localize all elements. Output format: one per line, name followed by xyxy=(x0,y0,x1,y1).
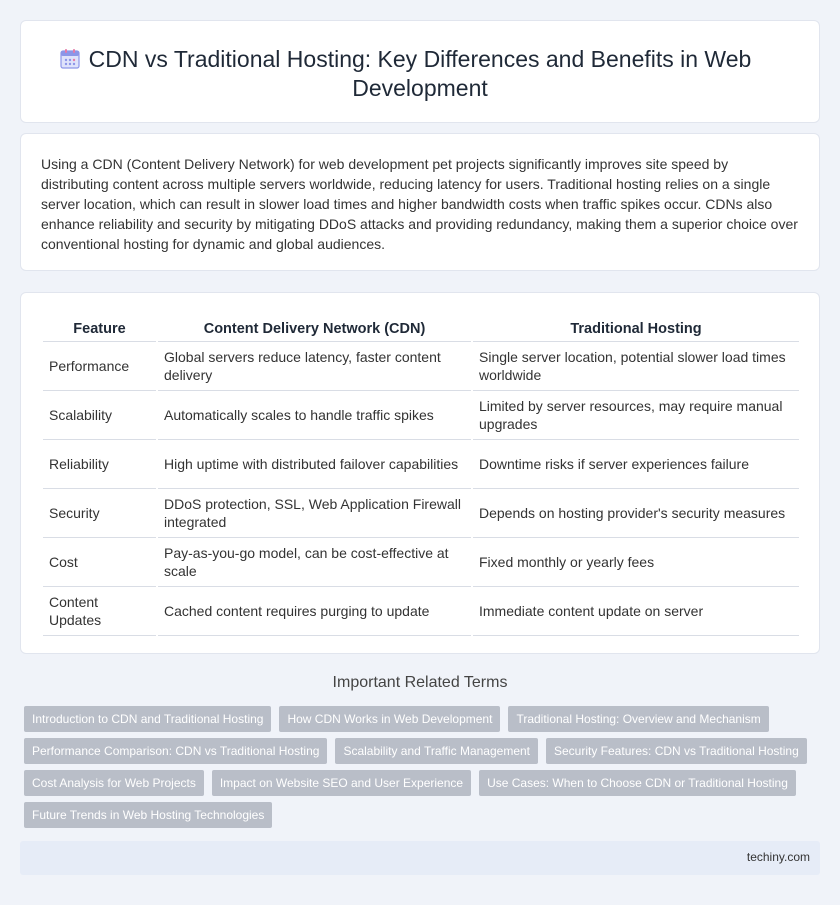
intro-card xyxy=(20,133,820,271)
related-term-tag[interactable]: Introduction to CDN and Traditional Hosting xyxy=(24,706,271,732)
traditional-cell: Depends on hosting provider's security measures xyxy=(472,488,799,537)
header-traditional: Traditional Hosting xyxy=(472,313,799,341)
traditional-cell: Single server location, potential slower load times worldwide xyxy=(472,341,799,390)
related-term-tag[interactable]: Cost Analysis for Web Projects xyxy=(24,770,204,796)
related-terms-title: Important Related Terms xyxy=(332,674,508,691)
table-row xyxy=(43,586,799,635)
feature-cell: Scalability xyxy=(43,390,157,439)
cdn-cell: Cached content requires purging to update xyxy=(157,586,472,635)
table-row xyxy=(43,537,799,586)
cdn-cell: Pay-as-you-go model, can be cost-effective at scale xyxy=(157,537,472,586)
table-row xyxy=(43,488,799,537)
feature-cell: Security xyxy=(43,488,157,537)
traditional-cell: Limited by server resources, may require manual upgrades xyxy=(472,390,799,439)
related-term-tag[interactable]: Security Features: CDN vs Traditional Hosting xyxy=(546,738,807,764)
table-row xyxy=(43,341,799,390)
cdn-cell: High uptime with distributed failover capabilities xyxy=(157,439,472,488)
related-term-tag[interactable]: Traditional Hosting: Overview and Mechanism xyxy=(508,706,768,732)
comparison-card xyxy=(20,292,820,654)
header-feature: Feature xyxy=(43,313,157,341)
related-term-tag[interactable]: Impact on Website SEO and User Experience xyxy=(212,770,471,796)
comparison-table xyxy=(43,313,799,636)
table-row xyxy=(43,439,799,488)
traditional-cell: Fixed monthly or yearly fees xyxy=(472,537,799,586)
related-term-tag[interactable]: Future Trends in Web Hosting Technologies xyxy=(24,802,272,828)
page-title: CDN vs Traditional Hosting: Key Differences and Benefits in Web Development xyxy=(88,46,752,101)
table-row xyxy=(43,390,799,439)
cdn-cell: Global servers reduce latency, faster content delivery xyxy=(157,341,472,390)
table-header-row xyxy=(43,313,799,341)
cdn-cell: Automatically scales to handle traffic spikes xyxy=(157,390,472,439)
feature-cell: Cost xyxy=(43,537,157,586)
related-terms-list xyxy=(24,706,814,828)
header-cdn: Content Delivery Network (CDN) xyxy=(157,313,472,341)
footer xyxy=(20,841,820,875)
footer-site-link[interactable]: techiny.com xyxy=(746,850,810,864)
related-term-tag[interactable]: How CDN Works in Web Development xyxy=(279,706,500,732)
traditional-cell: Immediate content update on server xyxy=(472,586,799,635)
related-term-tag[interactable]: Performance Comparison: CDN vs Traditional Hosting xyxy=(24,738,327,764)
feature-cell: Performance xyxy=(43,341,157,390)
related-term-tag[interactable]: Use Cases: When to Choose CDN or Traditional Hosting xyxy=(479,770,796,796)
feature-cell: Reliability xyxy=(43,439,157,488)
header-card xyxy=(20,20,820,123)
feature-cell: Content Updates xyxy=(43,586,157,635)
cdn-cell: DDoS protection, SSL, Web Application Firewall integrated xyxy=(157,488,472,537)
related-term-tag[interactable]: Scalability and Traffic Management xyxy=(335,738,538,764)
traditional-cell: Downtime risks if server experiences failure xyxy=(472,439,799,488)
intro-paragraph: Using a CDN (Content Delivery Network) for web development pet projects significantly improves site speed by distributing content across multiple servers worldwide, reducing latency for users. Traditional hosting relies on a single server location, which can result in slower load times and higher bandwidth costs when traffic spikes occur. CDNs also enhance reliability and security by mitigating DDoS attacks and providing redundancy, making them a superior choice over conventional hosting for dynamic and global audiences. xyxy=(41,156,798,252)
